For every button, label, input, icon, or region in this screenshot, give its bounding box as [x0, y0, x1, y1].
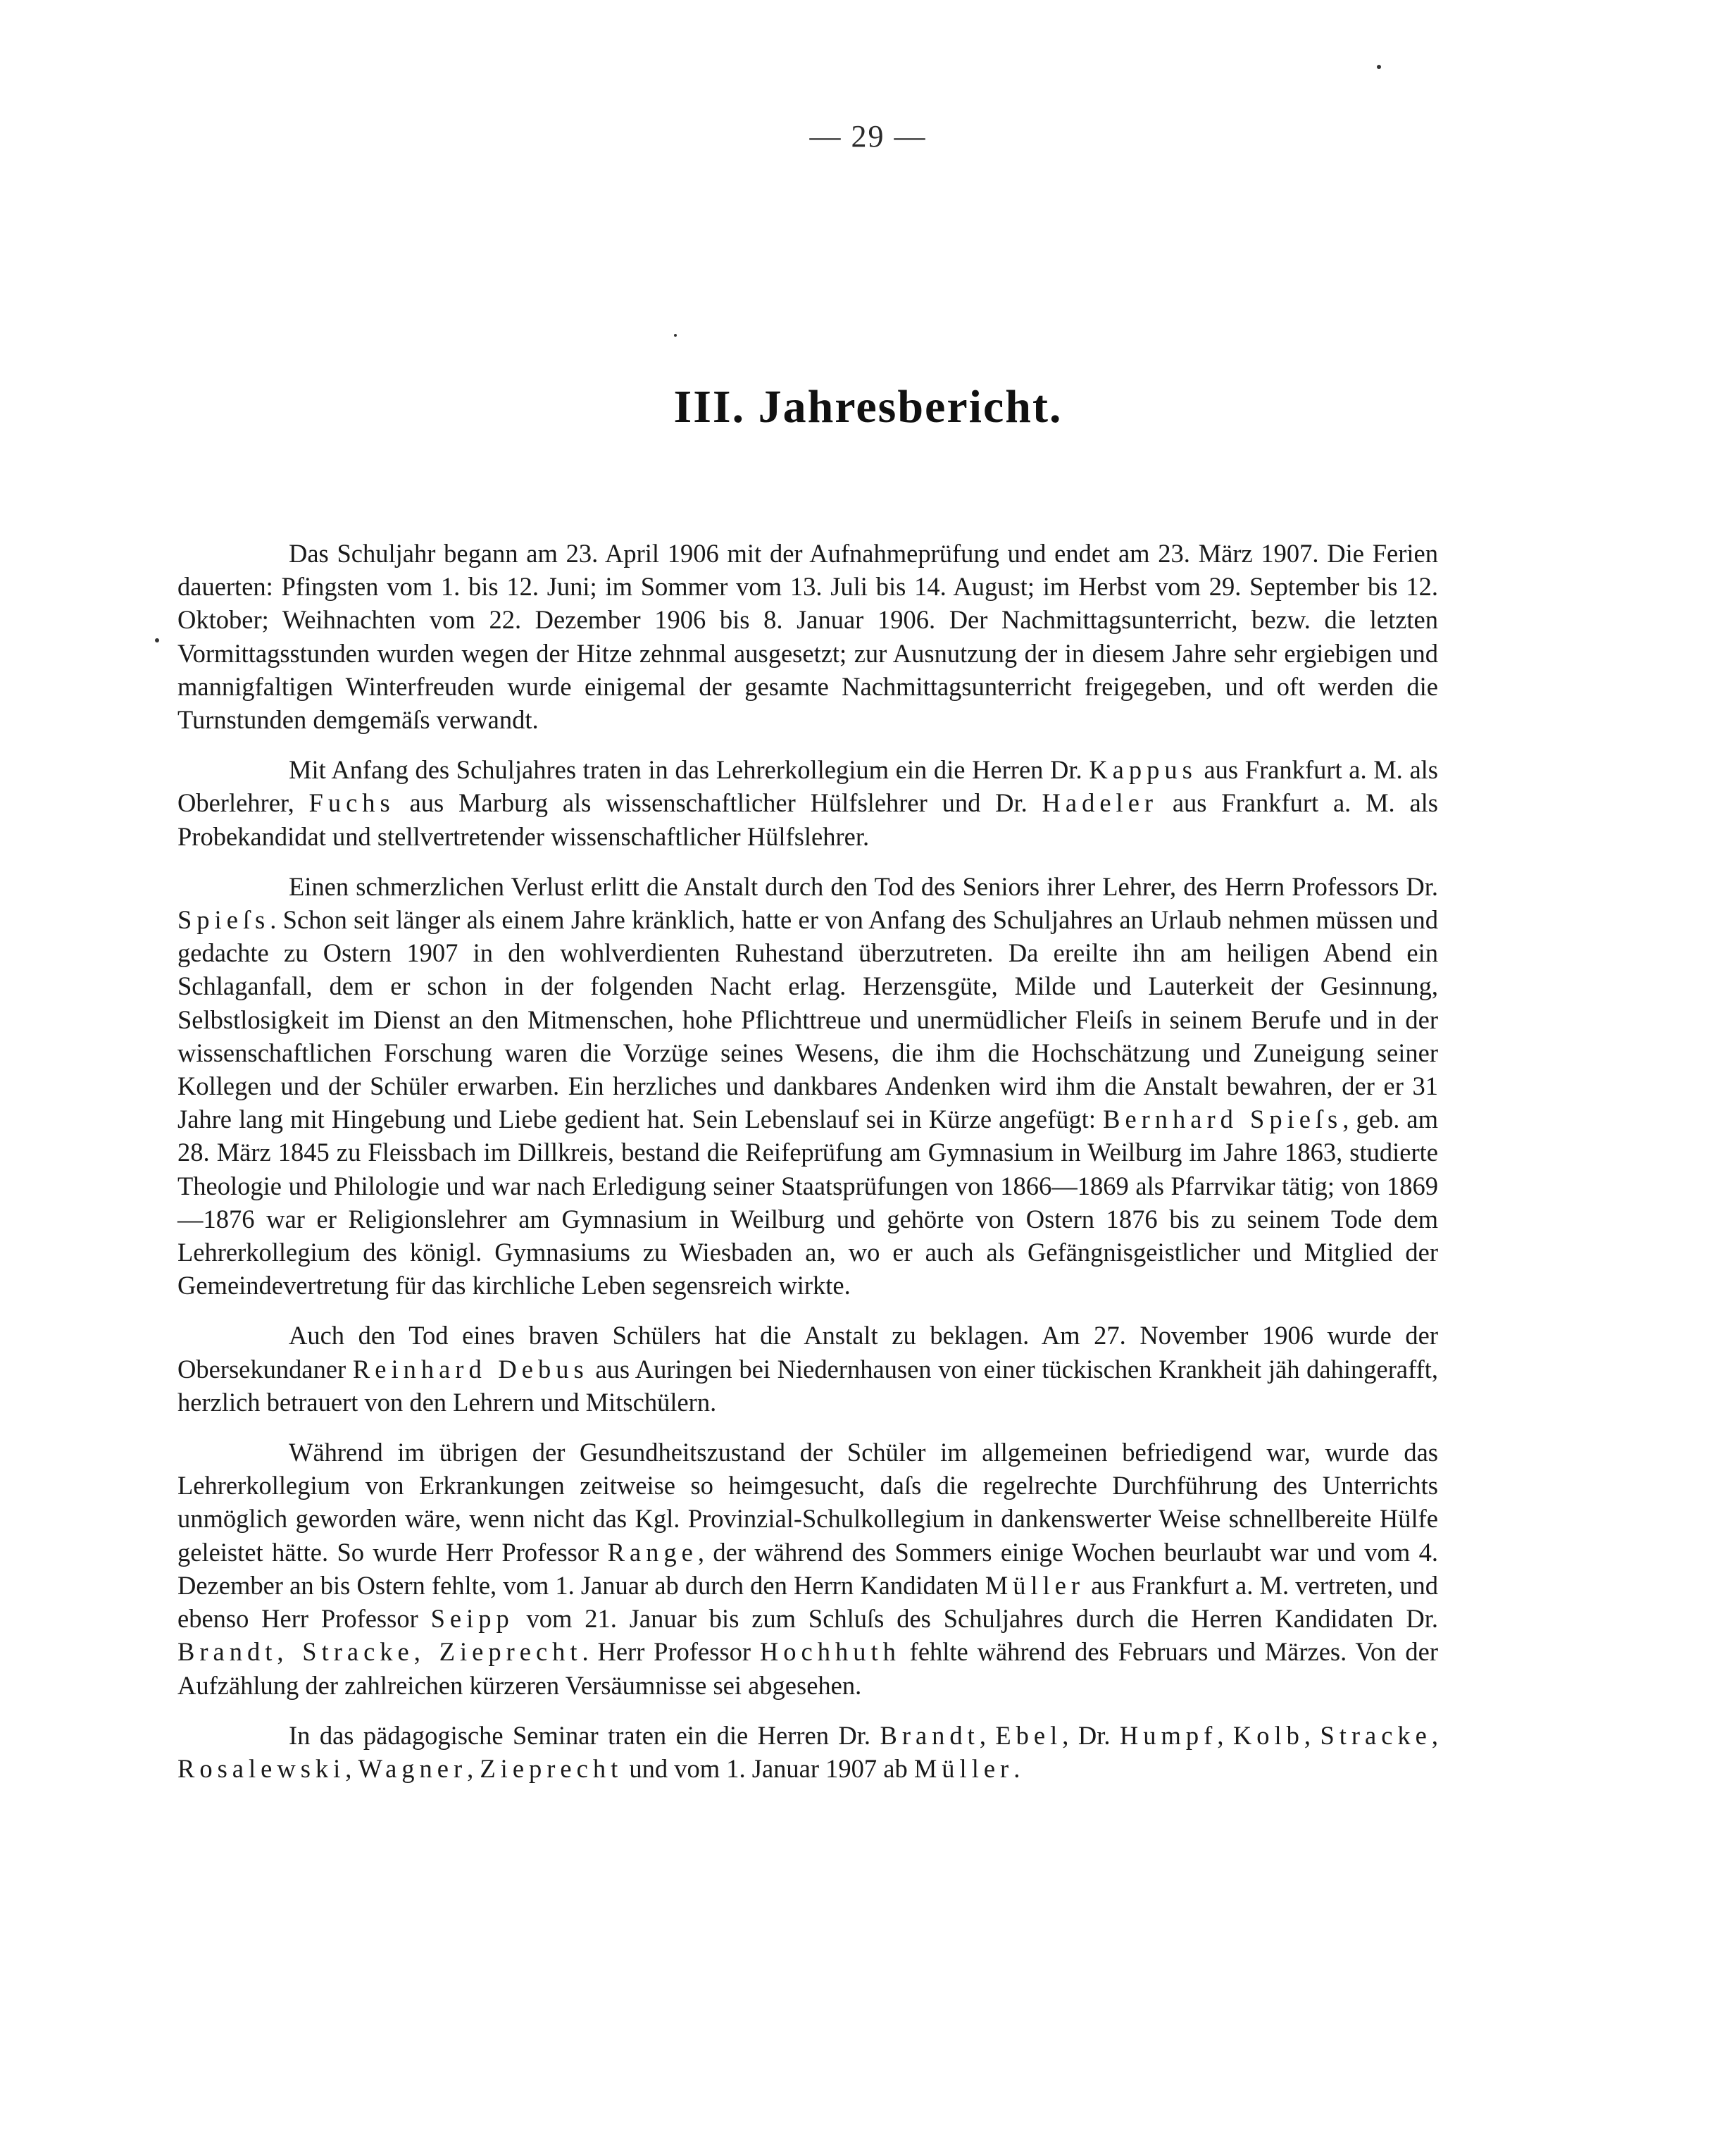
- text-run: ,: [1431, 1720, 1439, 1750]
- spaced-name: Range: [607, 1537, 698, 1567]
- paragraph: [177, 753, 1438, 853]
- spaced-name: Brandt: [880, 1720, 980, 1750]
- text-run: und vom 1. Januar 1907 ab: [623, 1753, 914, 1783]
- paragraph: [177, 1436, 1438, 1702]
- spaced-name: Seipp: [430, 1604, 514, 1634]
- spaced-name: Kappus: [1089, 755, 1197, 785]
- spaced-name: Kolb: [1232, 1720, 1304, 1750]
- spaced-name: Humpf: [1119, 1720, 1218, 1750]
- paragraph: [177, 870, 1438, 1303]
- text-run: Das Schuljahr begann am 23. April 1906 mit der Aufnahmeprüfung und endet am 23. März 1907. Die Ferien dauerten: Pfingsten vom 1. bis 12. Juni; im Sommer vom 13. Juli bis 14. August; im Herbst vom 29. September bis 12. Oktober; Weihnachten vom 22. Dezember 1906 bis 8. Januar 1906. Der Nachmittagsunterricht, bezw. die letzten Vormittagsstunden wurden wegen der Hitze zehnmal ausgesetzt; zur Ausnutzung der in diesem Jahre sehr ergiebigen und mannigfaltigen Winterfreuden wurde einigemal der gesamte Nachmittagsunterricht freigegeben, und oft werden die Turnstunden demgemäſs verwandt.: [177, 539, 1438, 735]
- text-run: aus Frankfurt a. M. vertreten, und ebenso Herr Professor: [177, 1570, 1439, 1634]
- spaced-name: Müller: [985, 1570, 1085, 1600]
- spaced-name: Reinhard Debus: [352, 1354, 589, 1384]
- text-run: ,: [467, 1753, 480, 1783]
- text-run: Einen schmerzlichen Verlust erlitt die Anstalt durch den Tod des Seniors ihrer Lehrer, des Herrn Professors Dr.: [289, 871, 1438, 901]
- spaced-name: Stracke: [1320, 1720, 1432, 1750]
- text-run: In das pädagogische Seminar traten ein die Herren Dr.: [289, 1720, 880, 1750]
- text-run: Auch den Tod eines braven Schülers hat die Anstalt zu beklagen. Am 27. November 1906 wurde der Obersekundaner: [177, 1321, 1438, 1384]
- spaced-name: Rosalewski: [177, 1753, 346, 1783]
- paragraph: [177, 1319, 1438, 1419]
- text-run: . Herr Professor: [582, 1637, 760, 1667]
- text-run: aus Marburg als wissenschaftlicher Hülfslehrer und Dr.: [394, 788, 1042, 818]
- body-text: [177, 537, 1438, 1802]
- text-run: aus Frankfurt a. M. als Probekandidat und stellvertretender wissenschaftlicher Hülfslehrer.: [177, 788, 1438, 851]
- text-run: . Schon seit länger als einem Jahre kränklich, hatte er von Anfang des Schuljahres an Urlaub nehmen müssen und gedachte zu Ostern 1907 in den wohlverdienten Ruhestand überzutreten. Da ereilte ihn am heiligen Abend ein Schlaganfall, dem er schon in der folgenden Nacht erlag. Herzensgüte, Milde und Lauterkeit der Gesinnung, Selbstlosigkeit im Dienst an den Mitmenschen, hohe Pflichttreue und unermüdlicher Fleiſs in seinem Berufe und in der wissenschaftlichen Forschung waren die Vorzüge seines Wesens, die ihm die Hochschätzung und Zuneigung seiner Kollegen und der Schüler erwarben. Ein herzliches und dankbares Andenken wird ihm die Anstalt bewahren, der er 31 Jahre lang mit Hingebung und Liebe gedient hat. Sein Lebenslauf sei in Kürze angefügt:: [177, 905, 1438, 1134]
- text-run: , Dr.: [1062, 1720, 1120, 1750]
- spaced-name: Brandt, Stracke, Zieprecht: [177, 1637, 582, 1667]
- paragraph: [177, 1719, 1438, 1785]
- text-run: .: [1013, 1753, 1020, 1783]
- scan-speck: [674, 334, 677, 337]
- spaced-name: Hochhuth: [759, 1637, 901, 1667]
- text-run: ,: [1217, 1720, 1233, 1750]
- text-run: ,: [345, 1753, 358, 1783]
- spaced-name: Spieſs: [177, 905, 270, 935]
- spaced-name: Bernhard Spieſs: [1103, 1105, 1343, 1134]
- spaced-name: Zieprecht: [480, 1753, 623, 1783]
- section-title: III. Jahresbericht.: [673, 381, 1063, 433]
- spaced-name: Wagner: [358, 1753, 468, 1783]
- scan-speck: [155, 638, 159, 642]
- text-run: vom 21. Januar bis zum Schluſs des Schuljahres durch die Herren Kandidaten Dr.: [513, 1604, 1438, 1634]
- paragraph: [177, 537, 1438, 736]
- spaced-name: Ebel: [995, 1720, 1063, 1750]
- text-run: aus Frankfurt a. M. als Oberlehrer,: [177, 755, 1438, 818]
- text-run: , der während des Sommers einige Wochen beurlaubt war und vom 4. Dezember an bis Ostern fehlte, vom 1. Januar ab durch den Herrn Kandidaten: [177, 1537, 1438, 1600]
- text-run: fehlte während des Februars und Märzes. Von der Aufzählung der zahlreichen kürzeren Versäumnisse sei abgesehen.: [177, 1637, 1438, 1700]
- text-run: Während im übrigen der Gesundheitszustand der Schüler im allgemeinen befriedigend war, wurde das Lehrerkollegium von Erkrankungen zeitweise so heimgesucht, daſs die regelrechte Durchführung des Unterrichts unmöglich geworden wäre, wenn nicht das Kgl. Provinzial-Schulkollegium in dankenswerter Weise schnellbereite Hülfe geleistet hätte. So wurde Herr Professor: [177, 1438, 1438, 1567]
- text-run: , geb. am 28. März 1845 zu Fleissbach im Dillkreis, bestand die Reifeprüfung am Gymnasium in Weilburg im Jahre 1863, studierte Theologie und Philologie und war nach Erledigung seiner Staatsprüfungen von 1866—1869 als Pfarrvikar tätig; von 1869—1876 war er Religionslehrer am Gymnasium in Weilburg und gehörte von Ostern 1876 bis zu seinem Tode dem Lehrerkollegium des königl. Gymnasiums zu Wiesbaden an, wo er auch als Gefängnisgeistlicher und Mitglied der Gemeindevertretung für das kirchliche Leben segensreich wirkte.: [177, 1105, 1439, 1300]
- scan-speck: [1377, 65, 1381, 69]
- text-run: ,: [1304, 1720, 1320, 1750]
- text-run: Mit Anfang des Schuljahres traten in das Lehrerkollegium ein die Herren Dr.: [289, 755, 1089, 785]
- spaced-name: Fuchs: [308, 788, 395, 818]
- page-number: — 29 —: [809, 119, 927, 154]
- text-run: aus Auringen bei Niedernhausen von einer tückischen Krankheit jäh dahingerafft, herzlich betrauert von den Lehrern und Mitschülern.: [177, 1354, 1438, 1417]
- text-run: ,: [979, 1720, 996, 1750]
- spaced-name: Müller: [913, 1753, 1014, 1783]
- spaced-name: Hadeler: [1042, 788, 1159, 818]
